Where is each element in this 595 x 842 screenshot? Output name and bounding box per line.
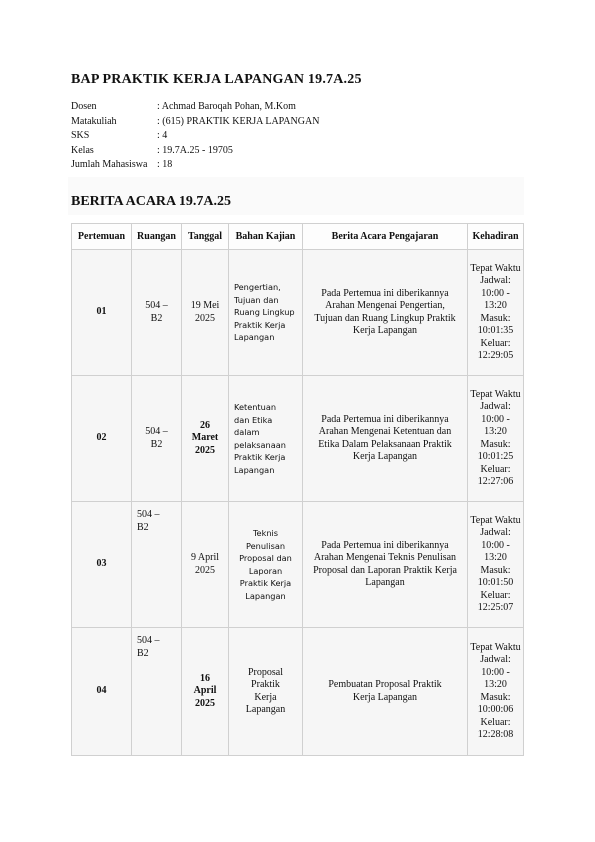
info-label: Kelas: [71, 144, 94, 156]
berita-acara-table: [71, 223, 524, 756]
header-tanggal: Tanggal: [182, 224, 229, 250]
table-header-row: [72, 224, 524, 250]
info-row-jumlah-mahasiswa: [71, 158, 319, 173]
room-text: 504 – B2: [145, 300, 168, 324]
table-row: [72, 628, 524, 756]
attendance-text: Tepat Waktu Jadwal: 10:00 - 13:20 Masuk: 10:01:50 Keluar: 12:25:07: [470, 514, 521, 613]
meeting-number: 01: [72, 250, 132, 376]
room-text: 504 – B2: [137, 509, 160, 533]
meeting-number: 04: [72, 628, 132, 756]
teaching-notes-text: Pada Pertemua ini diberikannya Arahan Mengenai Pengertian, Tujuan dan Ruang Lingkup Praktik Kerja Lapangan: [314, 287, 456, 336]
meeting-number: 02: [72, 376, 132, 502]
section-title: BERITA ACARA 19.7A.25: [71, 194, 231, 209]
topic-text: Pengertian, Tujuan dan Ruang Lingkup Praktik Kerja Lapangan: [234, 282, 295, 343]
topic: [229, 628, 303, 756]
room: [132, 502, 182, 628]
table-row: [72, 502, 524, 628]
room: [132, 250, 182, 376]
room-text: 504 – B2: [137, 635, 160, 659]
date-text: 16 April 2025: [193, 672, 217, 709]
attendance: [468, 502, 524, 628]
info-label: Matakuliah: [71, 115, 117, 127]
attendance: [468, 628, 524, 756]
topic-text: Ketentuan dan Etika dalam pelaksanaan Praktik Kerja Lapangan: [234, 402, 286, 475]
info-row-matakuliah: [71, 115, 319, 130]
topic-text: Proposal Praktik Kerja Lapangan: [245, 666, 286, 715]
table-row: [72, 250, 524, 376]
date: [182, 250, 229, 376]
header-ruangan: Ruangan: [132, 224, 182, 250]
table-row: [72, 376, 524, 502]
meeting-number: 03: [72, 502, 132, 628]
date-text: 19 Mei 2025: [190, 300, 220, 324]
info-value: : (615) PRAKTIK KERJA LAPANGAN: [157, 115, 320, 127]
room: [132, 376, 182, 502]
info-value: : 4: [157, 130, 168, 142]
room: [132, 628, 182, 756]
course-info: [71, 100, 319, 173]
attendance-text: Tepat Waktu Jadwal: 10:00 - 13:20 Masuk: 10:00:06 Keluar: 12:28:08: [470, 641, 521, 740]
topic-text: Teknis Penulisan Proposal dan Laporan Praktik Kerja Lapangan: [239, 528, 292, 601]
teaching-notes: [303, 502, 468, 628]
attendance-text: Tepat Waktu Jadwal: 10:00 - 13:20 Masuk: 10:01:25 Keluar: 12:27:06: [470, 388, 521, 487]
teaching-notes-text: Pada Pertemua ini diberikannya Arahan Mengenai Teknis Penulisan Proposal dan Laporan Praktik Kerja Lapangan: [313, 539, 457, 588]
teaching-notes-text: Pembuatan Proposal Praktik Kerja Lapangan: [328, 679, 442, 703]
header-bahan-kajian: Bahan Kajian: [229, 224, 303, 250]
info-label: Jumlah Mahasiswa: [71, 159, 148, 171]
info-row-kelas: [71, 144, 319, 159]
teaching-notes: [303, 376, 468, 502]
header-kehadiran: Kehadiran: [468, 224, 524, 250]
teaching-notes: [303, 628, 468, 756]
date: [182, 502, 229, 628]
room-text: 504 – B2: [145, 426, 168, 450]
info-label: Dosen: [71, 101, 97, 112]
topic: [229, 250, 303, 376]
date-text: 26 Maret 2025: [191, 419, 219, 456]
topic: [229, 376, 303, 502]
date-text: 9 April 2025: [190, 552, 220, 576]
page-title: BAP PRAKTIK KERJA LAPANGAN 19.7A.25: [71, 72, 362, 87]
info-row-sks: [71, 129, 319, 144]
teaching-notes-text: Pada Pertemua ini diberikannya Arahan Mengenai Ketentuan dan Etika Dalam Pelaksanaan Praktik Kerja Lapangan: [318, 413, 452, 462]
info-value: : 18: [157, 159, 173, 171]
info-value: : 19.7A.25 - 19705: [157, 144, 233, 156]
info-value: : Achmad Baroqah Pohan, M.Kom: [157, 101, 296, 112]
info-row-dosen: [71, 100, 319, 115]
teaching-notes: [303, 250, 468, 376]
header-pertemuan: Pertemuan: [72, 224, 132, 250]
attendance-text: Tepat Waktu Jadwal: 10:00 - 13:20 Masuk: 10:01:35 Keluar: 12:29:05: [470, 262, 521, 361]
info-label: SKS: [71, 130, 90, 142]
attendance: [468, 376, 524, 502]
attendance: [468, 250, 524, 376]
date: [182, 376, 229, 502]
header-berita-acara: Berita Acara Pengajaran: [303, 224, 468, 250]
topic: [229, 502, 303, 628]
date: [182, 628, 229, 756]
